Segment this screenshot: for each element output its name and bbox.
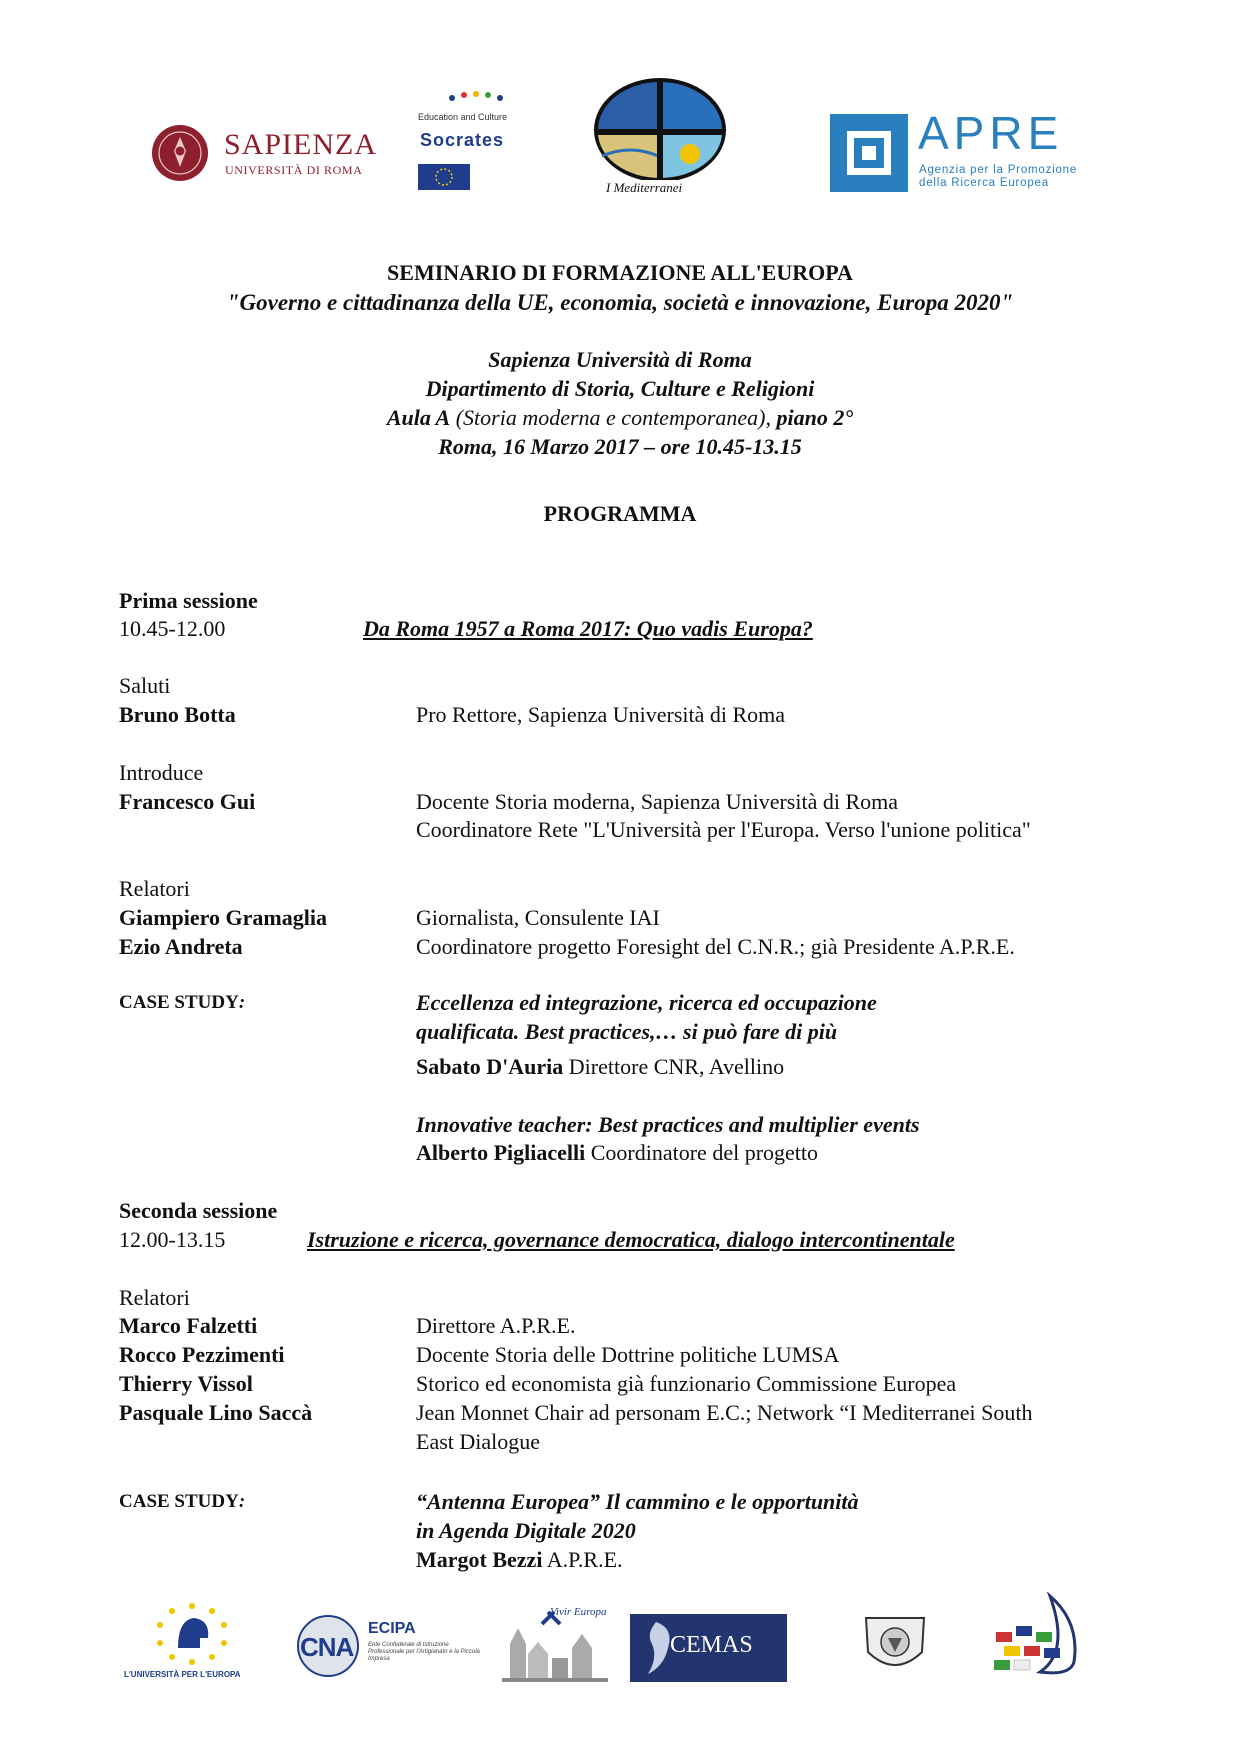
intro-role-1: Docente Storia moderna, Sapienza Università di Roma (416, 789, 899, 814)
case-study-colon: : (238, 992, 246, 1013)
relatore-name: Ezio Andreta (119, 934, 243, 959)
case2-speaker-name: Alberto Pigliacelli (416, 1140, 586, 1165)
relatore-role: Storico ed economista già funzionario Commissione Europea (416, 1371, 957, 1396)
relatore-role: Jean Monnet Chair ad personam E.C.; Network “I Mediterranei South (416, 1400, 1033, 1425)
cemas-logo (630, 1614, 787, 1682)
case-study-text: CASE STUDY (119, 992, 239, 1013)
session2-relatori-label: Relatori (119, 1285, 190, 1310)
cna-label: CNA (300, 1632, 354, 1662)
ship-flags-icon (990, 1592, 1090, 1690)
case3-title-line1: “Antenna Europea” Il cammino e le opportunità (416, 1489, 859, 1514)
relatore-role: Giornalista, Consulente IAI (416, 905, 660, 930)
seminar-subtitle: "Governo e cittadinanza della UE, economia, società e innovazione, Europa 2020" (226, 290, 1014, 315)
relatore-role: Direttore A.P.R.E. (416, 1313, 576, 1338)
case3-speaker-name: Margot Bezzi (416, 1547, 543, 1572)
intro-name: Francesco Gui (119, 789, 256, 814)
case-study-text: CASE STUDY (119, 1491, 239, 1512)
sapienza-seal-icon (150, 123, 210, 183)
case3-speaker (416, 1545, 623, 1574)
flags-ship-logo (990, 1592, 1090, 1690)
case1-title-line1: Eccellenza ed integrazione, ricerca ed occupazione (416, 990, 877, 1015)
case3-title-line2: in Agenda Digitale 2020 (416, 1518, 636, 1543)
relatore-role: Docente Storia delle Dottrine politiche LUMSA (416, 1342, 840, 1367)
case2-speaker-role: Coordinatore del progetto (585, 1140, 819, 1165)
saluti-label: Saluti (119, 673, 171, 698)
ecipa-subtitle: Ente Confederale di Istruzione Professionale per l'Artigianato e la Piccola Impresa (368, 1642, 480, 1662)
apre-logo (830, 107, 1090, 197)
session2-topic: Istruzione e ricerca, governance democratica, dialogo intercontinentale (307, 1227, 955, 1252)
case3-speaker-role: A.P.R.E. (542, 1547, 623, 1572)
apre-subtitle-2: della Ricerca Europea (919, 177, 1049, 189)
cna-ecipa-logo (296, 1610, 486, 1684)
session1-time: 10.45-12.00 (119, 616, 226, 641)
mediterranei-label: I Mediterranei (606, 180, 683, 195)
vivir-europa-label: Vivir Europa (550, 1606, 607, 1618)
relatore-name: Pasquale Lino Saccà (119, 1400, 313, 1425)
relatore-role-continued: East Dialogue (416, 1429, 541, 1454)
relatore-name: Marco Falzetti (119, 1313, 258, 1338)
intro-label: Introduce (119, 760, 204, 785)
sapienza-name: SAPIENZA (224, 128, 378, 161)
ecipa-label: ECIPA (368, 1620, 416, 1637)
case2-speaker (416, 1138, 818, 1167)
saluti-name: Bruno Botta (119, 702, 236, 727)
venue-floor: piano 2° (776, 405, 854, 430)
seal-icon (852, 1612, 938, 1682)
venue-university: Sapienza Università di Roma (488, 347, 752, 372)
session2-case-study-label (119, 1491, 245, 1513)
socrates-top-text: Education and Culture (418, 112, 508, 122)
apre-name: APRE (918, 107, 1064, 159)
vivir-europa-logo (498, 1598, 612, 1686)
eu-flag-icon (418, 164, 470, 190)
eu-stars-helmet-icon (120, 1598, 265, 1668)
session1-case-study-label (119, 992, 245, 1014)
apre-subtitle-1: Agenzia per la Promozione (919, 164, 1078, 176)
intro-role-2: Coordinatore Rete "L'Università per l'Europa. Verso l'unione politica" (416, 817, 1031, 842)
relatore-name: Giampiero Gramaglia (119, 905, 327, 930)
session2-time: 12.00-13.15 (119, 1227, 226, 1252)
venue-room-name: Aula A (386, 405, 451, 430)
case1-speaker (416, 1052, 784, 1081)
session1-topic: Da Roma 1957 a Roma 2017: Quo vadis Europa? (363, 616, 813, 641)
case1-title-line2: qualificata. Best practices,… si può fare di più (416, 1019, 838, 1044)
relatore-name: Thierry Vissol (119, 1371, 253, 1396)
mediterranei-emblem-icon (590, 74, 730, 180)
relatore-role: Coordinatore progetto Foresight del C.N.R.; già Presidente A.P.R.E. (416, 934, 1015, 959)
universita-per-europa-label: L'UNIVERSITÀ PER L'EUROPA (124, 1670, 241, 1679)
sapienza-logo (150, 118, 380, 188)
seminar-title: SEMINARIO DI FORMAZIONE ALL'EUROPA (387, 260, 853, 285)
session2-title: Seconda sessione (119, 1198, 278, 1223)
venue-date: Roma, 16 Marzo 2017 – ore 10.45-13.15 (438, 434, 802, 459)
session1-relatori-label: Relatori (119, 876, 190, 901)
case-study-colon: : (238, 1491, 246, 1512)
universita-per-europa-logo (120, 1598, 265, 1682)
case1-speaker-name: Sabato D'Auria (416, 1054, 564, 1079)
socrates-dots-icon (422, 88, 522, 104)
studium-urbis-seal (852, 1612, 938, 1682)
apre-square-icon (830, 114, 908, 192)
programma-heading: PROGRAMMA (543, 501, 697, 526)
relatore-name: Rocco Pezzimenti (119, 1342, 285, 1367)
saluti-role: Pro Rettore, Sapienza Università di Roma (416, 702, 786, 727)
venue-department: Dipartimento di Storia, Culture e Religioni (425, 376, 815, 401)
venue-room-detail: (Storia moderna e contemporanea), (450, 405, 777, 430)
sapienza-subtitle: UNIVERSITÀ DI ROMA (225, 163, 363, 177)
case1-speaker-role: Direttore CNR, Avellino (563, 1054, 785, 1079)
mediterranei-logo (590, 74, 732, 200)
socrates-logo (412, 86, 532, 196)
session1-title: Prima sessione (119, 588, 258, 613)
venue-room (0, 403, 1240, 432)
cemas-label: CEMAS (670, 1632, 753, 1658)
socrates-name: Socrates (420, 130, 505, 150)
case2-title: Innovative teacher: Best practices and multiplier events (416, 1112, 920, 1137)
